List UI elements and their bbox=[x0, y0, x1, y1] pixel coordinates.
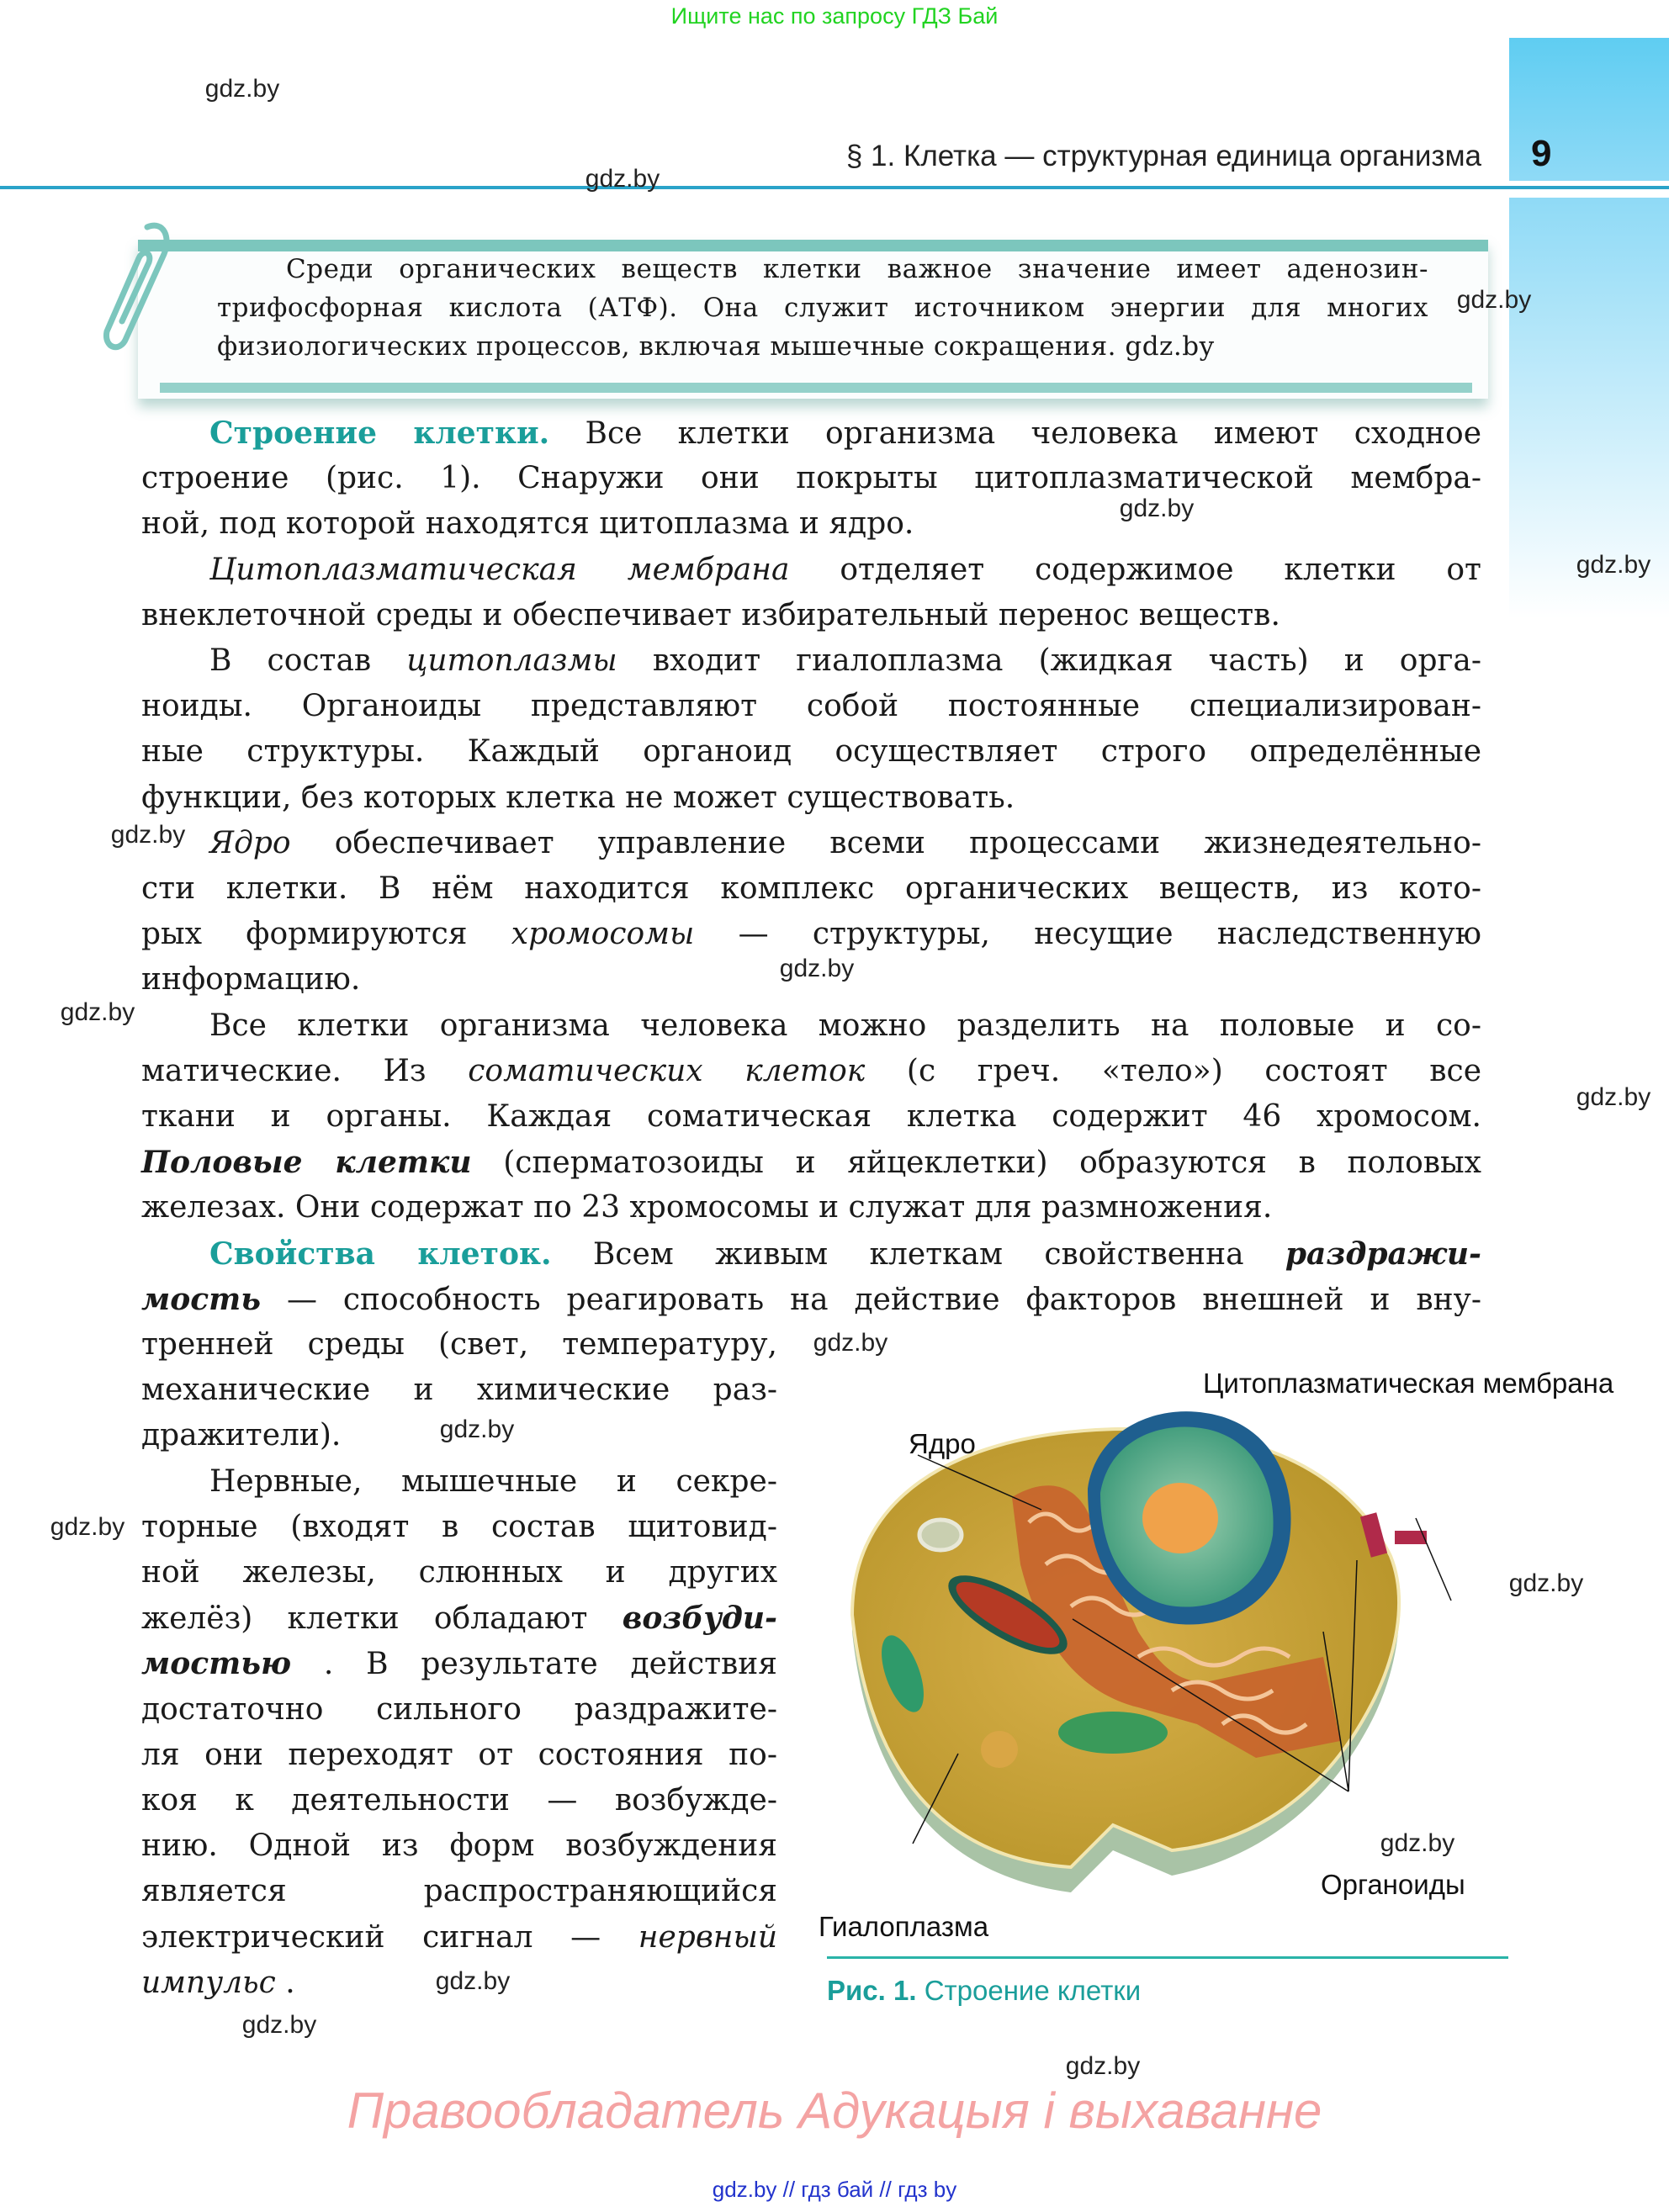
text-segment: ной, под которой находятся цитоплазма и ядро. bbox=[141, 506, 914, 542]
bottom-links[interactable]: gdz.by // гдз бай // гдз by bbox=[712, 2177, 957, 2202]
text-segment: нию. Одной из форм возбуждения bbox=[141, 1828, 777, 1864]
text-segment: мость bbox=[141, 1281, 261, 1317]
note-line: Среди органических веществ клетки важное значение имеет аденозин- bbox=[286, 254, 1428, 284]
text-line bbox=[141, 1733, 777, 1778]
watermark: gdz.by bbox=[60, 998, 135, 1026]
section-heading: Свойства клеток. bbox=[209, 1236, 552, 1272]
watermark: gdz.by bbox=[50, 1513, 125, 1541]
figure-caption bbox=[827, 1975, 1141, 2007]
text-line bbox=[141, 775, 1481, 821]
text-segment: Ядро bbox=[209, 825, 291, 860]
text-line bbox=[141, 1049, 1481, 1094]
text-segment: импульс bbox=[141, 1965, 276, 2000]
text-line bbox=[141, 1459, 777, 1505]
text-segment: дражители). bbox=[141, 1418, 342, 1453]
label-nucleus: Ядро bbox=[909, 1428, 976, 1459]
watermark: gdz.by bbox=[585, 165, 660, 193]
text-line bbox=[141, 912, 1481, 957]
text-segment: достаточно сильного раздражите- bbox=[141, 1691, 777, 1727]
text-segment: обеспечивает управление всеми процессами жизнедеятельно- bbox=[334, 825, 1481, 860]
copyright-footer: Правообладатель Адукацыя і выхаванне bbox=[347, 2082, 1322, 2139]
text-segment: соматических клеток bbox=[468, 1053, 866, 1088]
watermark: gdz.by bbox=[439, 1416, 515, 1443]
caption-text: Строение клетки bbox=[924, 1975, 1142, 2006]
text-segment: Все клетки организма человека можно разделить на половые и со- bbox=[209, 1008, 1481, 1043]
caption-divider bbox=[827, 1956, 1508, 1959]
watermark: gdz.by bbox=[1456, 286, 1532, 314]
note-line: физиологических процессов, включая мышечные сокращения. gdz.by bbox=[217, 331, 1215, 362]
text-segment: ткани и органы. Каждая соматическая клетка содержит 46 хромосом. bbox=[141, 1099, 1481, 1134]
watermark: gdz.by bbox=[779, 955, 855, 982]
text-segment: строение (рис. 1). Снаружи они покрыты цитоплазматической мембра- bbox=[141, 461, 1481, 496]
text-segment: функции, без которых клетка не может существовать. bbox=[141, 780, 1015, 815]
text-line bbox=[141, 410, 1481, 456]
watermark: gdz.by bbox=[1576, 1083, 1651, 1111]
text-line bbox=[141, 1595, 777, 1641]
page-number: 9 bbox=[1531, 133, 1552, 174]
text-segment: . bbox=[285, 1965, 295, 2000]
text-segment: информацию. bbox=[141, 962, 361, 998]
caption-number: Рис. 1. bbox=[827, 1975, 917, 2006]
text-line bbox=[141, 1505, 777, 1550]
watermark: gdz.by bbox=[1380, 1829, 1455, 1857]
text-segment: возбуди- bbox=[622, 1601, 777, 1637]
text-segment: (с греч. «тело») состоят все bbox=[906, 1053, 1481, 1088]
text-line bbox=[141, 729, 1481, 775]
text-segment: хромосомы bbox=[511, 917, 695, 952]
watermark: gdz.by bbox=[1065, 2052, 1141, 2080]
text-segment: механические и химические раз- bbox=[141, 1373, 777, 1408]
text-segment: входит гиалоплазма (жидкая часть) и орга- bbox=[652, 643, 1481, 678]
text-segment: матические. Из bbox=[141, 1053, 469, 1088]
watermark: gdz.by bbox=[435, 1967, 511, 1995]
text-segment: Всем живым клеткам свойственна bbox=[592, 1236, 1285, 1272]
text-segment: ные структуры. Каждый органоид осуществляет строго определённые bbox=[141, 734, 1481, 770]
text-segment: Половые клетки bbox=[141, 1145, 472, 1181]
text-line bbox=[141, 1140, 1481, 1185]
label-hyaloplasm: Гиалоплазма bbox=[819, 1911, 989, 1942]
text-segment: — структуры, несущие наследственную bbox=[738, 917, 1482, 952]
search-hint: Ищите нас по запросу ГДЗ Бай bbox=[670, 3, 999, 29]
watermark: gdz.by bbox=[813, 1329, 888, 1357]
text-line bbox=[141, 501, 1481, 547]
text-line bbox=[141, 638, 1481, 684]
text-line bbox=[141, 1550, 777, 1595]
text-line bbox=[141, 1778, 777, 1823]
text-line bbox=[141, 1231, 1481, 1277]
text-line bbox=[141, 1687, 777, 1733]
text-segment: Цитоплазматическая мембрана bbox=[209, 552, 790, 587]
watermark: gdz.by bbox=[1576, 551, 1651, 579]
text-segment: является распространяющийся bbox=[141, 1874, 777, 1909]
text-segment: электрический сигнал — bbox=[141, 1919, 638, 1955]
text-segment: Нервные, мышечные и секре- bbox=[209, 1463, 777, 1499]
text-segment: желёз) клетки обладают bbox=[141, 1601, 623, 1637]
text-segment: ноиды. Органоиды представляют собой постоянные специализирован- bbox=[141, 689, 1481, 724]
text-segment: Все клетки организма человека имеют сходное bbox=[585, 416, 1482, 451]
text-line bbox=[141, 1185, 1481, 1230]
text-segment: (сперматозоиды и яйцеклетки) образуются в половых bbox=[503, 1146, 1481, 1181]
text-segment: . В результате действия bbox=[323, 1647, 777, 1682]
text-segment: — способность реагировать на действие факторов внешней и вну- bbox=[286, 1282, 1482, 1317]
text-segment: цитоплазмы bbox=[406, 643, 617, 678]
watermark: gdz.by bbox=[1119, 495, 1195, 522]
paperclip-icon bbox=[97, 220, 177, 355]
text-line bbox=[141, 821, 1481, 866]
text-segment: ной железы, слюнных и других bbox=[141, 1555, 777, 1590]
text-line bbox=[141, 593, 1481, 638]
label-membrane: Цитоплазматическая мембрана bbox=[1203, 1368, 1614, 1399]
text-line bbox=[141, 1368, 777, 1413]
text-line bbox=[141, 1003, 1481, 1049]
text-line bbox=[141, 1277, 1481, 1322]
text-segment: ля они переходят от состояния по- bbox=[141, 1737, 777, 1772]
text-line bbox=[141, 1641, 777, 1686]
text-line bbox=[141, 1322, 777, 1368]
header-divider bbox=[0, 186, 1669, 189]
note-box-shadow bbox=[160, 383, 1472, 393]
text-segment: мостью bbox=[141, 1646, 292, 1682]
watermark: gdz.by bbox=[241, 2011, 317, 2039]
section-heading: Строение клетки. bbox=[209, 415, 550, 451]
text-segment: В состав bbox=[209, 643, 407, 678]
running-title: § 1. Клетка — структурная единица организма bbox=[845, 140, 1481, 172]
text-segment: внеклеточной среды и обеспечивает избирательный перенос веществ. bbox=[141, 597, 1280, 632]
text-segment: нервный bbox=[638, 1919, 777, 1955]
text-line bbox=[141, 548, 1481, 593]
text-segment: тренней среды (свет, температуру, bbox=[141, 1327, 777, 1362]
watermark: gdz.by bbox=[1508, 1569, 1584, 1597]
text-segment: сти клетки. В нём находится комплекс органических веществ, из кото- bbox=[141, 871, 1481, 906]
text-line bbox=[141, 1094, 1481, 1140]
text-segment: рых формируются bbox=[141, 917, 511, 952]
text-line bbox=[141, 456, 1481, 501]
text-segment: железах. Они содержат по 23 хромосомы и служат для размножения. bbox=[141, 1190, 1273, 1225]
text-line bbox=[141, 1869, 777, 1914]
note-line: трифосфорная кислота (АТФ). Она служит источником энергии для многих bbox=[217, 293, 1428, 323]
text-line bbox=[141, 866, 1481, 912]
text-line bbox=[141, 1915, 777, 1961]
text-segment: отделяет содержимое клетки от bbox=[840, 552, 1481, 587]
label-organoids: Органоиды bbox=[1321, 1869, 1465, 1900]
watermark: gdz.by bbox=[110, 821, 186, 849]
watermark: gdz.by bbox=[204, 75, 280, 103]
text-segment: торные (входят в состав щитовид- bbox=[141, 1509, 777, 1544]
text-segment: раздражи- bbox=[1285, 1236, 1481, 1272]
text-segment: коя к деятельности — возбужде- bbox=[141, 1783, 777, 1818]
text-line bbox=[141, 684, 1481, 729]
text-line bbox=[141, 1823, 777, 1869]
